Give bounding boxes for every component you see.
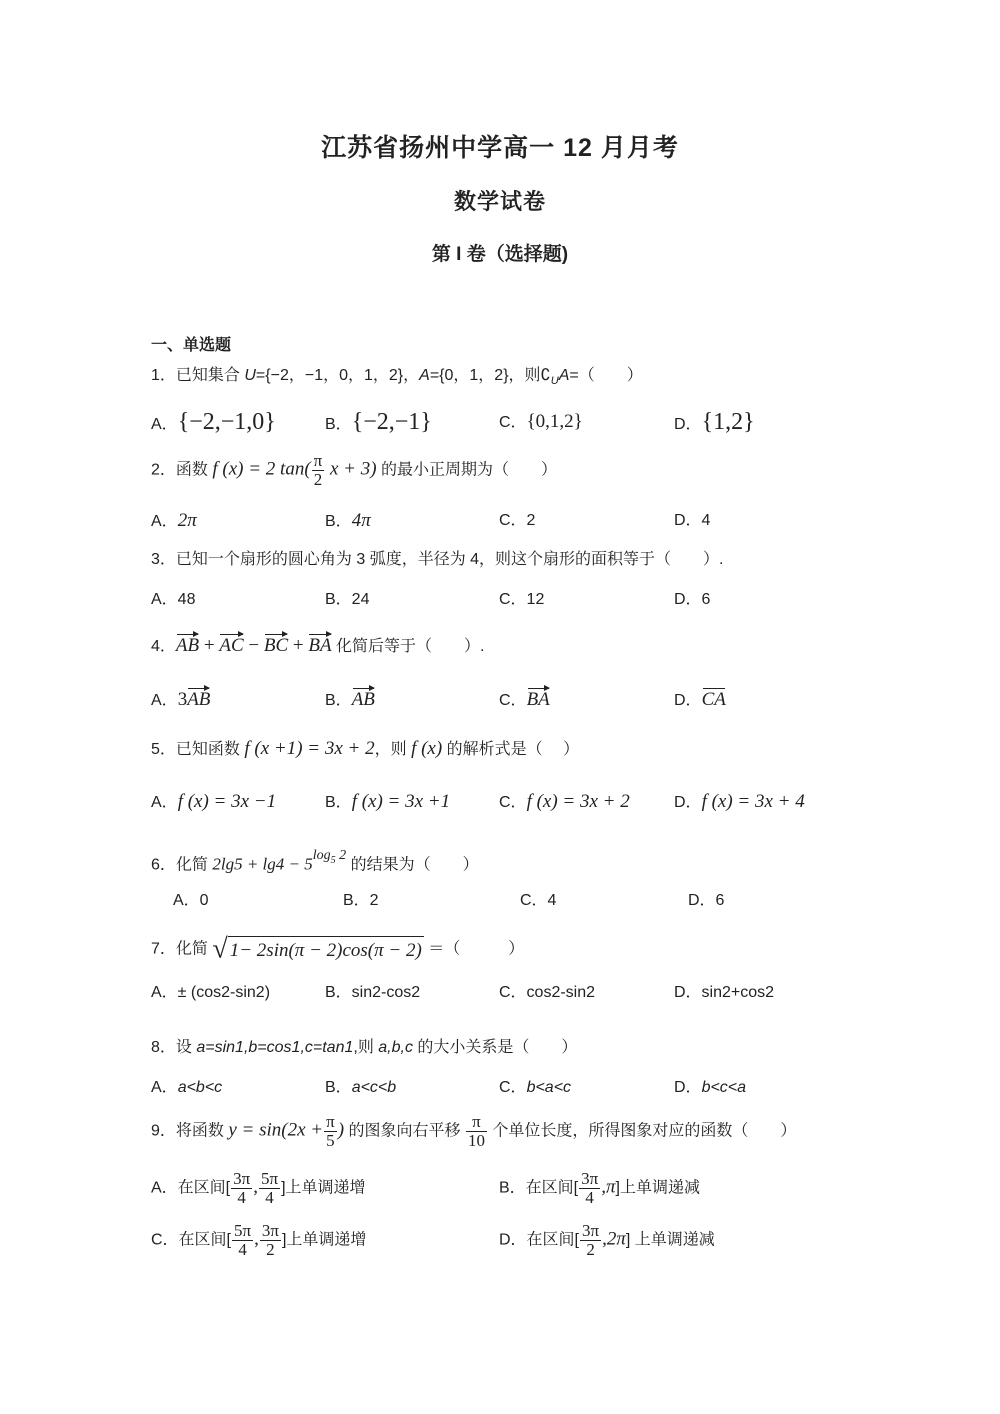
q4-option-c-label: C． [499, 692, 527, 709]
q9-option-d[interactable] [499, 1222, 715, 1259]
q9-option-a-comma: , [253, 1176, 258, 1198]
q9-option-d-mid: ,2π [602, 1228, 626, 1250]
q2-option-d[interactable]: D．4 [674, 512, 711, 529]
q7-prefix: 7．化简 [151, 940, 213, 958]
q1-u-label: U [244, 367, 256, 384]
q8-mid: ,则 [353, 1039, 379, 1056]
q9-option-a[interactable] [151, 1170, 366, 1207]
q5-option-a[interactable] [151, 790, 276, 815]
q3-option-b[interactable]: B．24 [325, 591, 370, 608]
q1-option-a-label: A． [151, 416, 178, 433]
q4-option-d[interactable] [674, 688, 726, 713]
q7-option-a[interactable]: A．± (cos2-sin2) [151, 984, 271, 1001]
q9-option-c-frac-2 [260, 1222, 281, 1259]
q2-option-c[interactable]: C．2 [499, 512, 536, 529]
q4-option-a-vector: AB [187, 689, 211, 710]
q6-sup-arg: 2 [335, 848, 347, 863]
question-2 [151, 452, 557, 489]
q6-tail: 的结果为（ ） [346, 856, 479, 874]
q2-prefix: 2．函数 [151, 461, 213, 479]
q9-option-b-frac1-num: 3π [581, 1169, 599, 1188]
q5-option-d-label: D． [674, 794, 702, 811]
q9-option-c-frac-1 [232, 1222, 253, 1259]
q1-option-b-label: B． [325, 416, 352, 433]
q6-option-d[interactable]: D．6 [688, 892, 725, 909]
q5-option-b-math: f (x) = 3x +1 [351, 791, 451, 812]
question-1 [151, 364, 643, 393]
question-4 [151, 634, 484, 659]
q4-prefix: 4． [151, 638, 176, 655]
q9-mid: 的图象向右平移 [344, 1122, 465, 1140]
q1-u-set: ={−2，−1，0，1，2}， [255, 367, 420, 384]
q9-option-b-frac-1 [579, 1170, 600, 1207]
q2-option-a[interactable] [151, 509, 197, 534]
q6-prefix: 6．化简 [151, 856, 213, 874]
question-7 [151, 933, 525, 965]
q9-frac2-den: 10 [467, 1131, 485, 1150]
q2-option-b[interactable] [325, 509, 371, 534]
q2-frac-num: π [313, 451, 323, 470]
q4-option-a-label: A． [151, 692, 178, 709]
q8-option-c-math: b<a<c [526, 1079, 572, 1096]
q1-a-label: A [419, 367, 430, 384]
q4-option-a[interactable] [151, 688, 210, 713]
q8-option-d-math: b<c<a [701, 1079, 747, 1096]
q1-option-b-math: {−2,−1} [351, 409, 432, 435]
q9-option-d-tail: ] 上单调递减 [625, 1231, 715, 1249]
q4-tail: 化简后等于（ ）. [331, 638, 485, 655]
q9-option-a-frac1-num: 3π [233, 1169, 251, 1188]
q7-option-b[interactable]: B．sin2-cos2 [325, 984, 421, 1001]
q9-option-d-frac1-den: 2 [586, 1240, 595, 1259]
q4-op-3: + [288, 635, 309, 656]
q8-option-d[interactable] [674, 1076, 746, 1100]
q9-option-a-tail: ]上单调递增 [281, 1179, 366, 1197]
q9-option-d-frac-1 [580, 1222, 601, 1259]
q5-option-b-label: B． [325, 794, 352, 811]
exam-subject: 数学试卷 [453, 189, 546, 214]
q9-option-b-mid: ,π [601, 1176, 616, 1198]
q4-vector-1: AB [175, 635, 200, 656]
q1-option-d-label: D． [674, 416, 702, 433]
q4-vector-2: AC [219, 635, 244, 656]
q1-option-a-math: {−2,−1,0} [177, 409, 276, 435]
question-9 [151, 1113, 796, 1150]
exam-title: 江苏省扬州中学高一 12 月月考 [321, 134, 679, 162]
q4-option-a-coef: 3 [177, 689, 188, 710]
q6-option-b[interactable]: B．2 [343, 892, 379, 909]
q8-option-b[interactable] [325, 1076, 396, 1100]
q9-option-a-frac-2 [259, 1170, 280, 1207]
q9-fraction-2 [466, 1113, 487, 1150]
q2-option-a-label: A． [151, 513, 178, 530]
q1-a-label2: A [558, 367, 570, 384]
q7-radicand: 1− 2sin(π − 2)cos(π − 2) [228, 936, 424, 963]
q9-option-b[interactable] [499, 1170, 700, 1207]
q1-prefix: 1．已知集合 [151, 367, 245, 384]
q2-option-b-math: 4π [351, 510, 371, 531]
q9-frac1-num: π [326, 1112, 335, 1131]
q3-option-a[interactable]: A．48 [151, 591, 196, 608]
q9-option-c-frac1-num: 5π [234, 1221, 252, 1240]
q1-option-b[interactable] [325, 410, 432, 437]
q4-option-c-vector: BA [526, 689, 550, 710]
q9-math-right: ) [337, 1119, 345, 1141]
q8-option-c[interactable] [499, 1076, 571, 1100]
q7-radical-sign: √ [212, 933, 228, 965]
question-8 [151, 1036, 577, 1060]
q4-option-d-vector: CA [701, 689, 726, 710]
q6-sup-log: log [312, 848, 331, 863]
q9-option-a-frac1-den: 4 [237, 1188, 246, 1207]
q5-option-d[interactable] [674, 790, 805, 815]
section-heading: 一、单选题 [151, 337, 232, 354]
q5-option-c[interactable] [499, 790, 630, 815]
q9-option-a-frac2-den: 4 [265, 1188, 274, 1207]
q8-tail: 的大小关系是（ ） [412, 1039, 578, 1056]
q1-option-d-math: {1,2} [701, 409, 755, 435]
q8-prefix: 8．设 [151, 1039, 197, 1056]
question-6 [151, 848, 479, 877]
q7-sqrt [212, 933, 423, 965]
q8-option-d-label: D． [674, 1079, 702, 1096]
q1-option-c[interactable] [499, 410, 583, 435]
q2-fraction [312, 452, 325, 489]
q9-option-c-frac2-den: 2 [266, 1240, 275, 1259]
q9-math-left: y = sin(2x + [228, 1119, 324, 1141]
q1-option-a[interactable] [151, 410, 276, 437]
q5-tail: 的解析式是（ ） [442, 741, 580, 758]
q5-mid: ，则 [374, 741, 412, 758]
q9-option-a-prefix: A．在区间[ [151, 1179, 231, 1197]
question-5 [151, 737, 579, 762]
q4-option-c[interactable] [499, 688, 550, 713]
q9-option-d-frac1-num: 3π [582, 1221, 600, 1240]
q6-option-a[interactable]: A．0 [173, 892, 209, 909]
q8-expr: a=sin1,b=cos1,c=tan1 [196, 1039, 354, 1056]
q9-option-a-frac-1 [231, 1170, 252, 1207]
q5-prefix: 5．已知函数 [151, 741, 245, 758]
q9-option-b-prefix: B．在区间[ [499, 1179, 579, 1197]
q5-option-b[interactable] [325, 790, 450, 815]
q9-option-c-prefix: C．在区间[ [151, 1231, 232, 1249]
q1-tail: =（ ） [569, 367, 643, 384]
q2-math-left: f (x) = 2 tan( [212, 458, 311, 480]
q5-option-c-label: C． [499, 794, 527, 811]
q4-op-2: − [243, 635, 264, 656]
q9-option-c-comma: , [254, 1228, 259, 1250]
q9-frac1-den: 5 [326, 1131, 335, 1150]
q4-vector-3: BC [263, 635, 289, 656]
q5-math-1: f (x +1) = 3x + 2 [244, 738, 375, 759]
q4-vector-4: BA [308, 635, 332, 656]
q9-prefix: 9．将函数 [151, 1122, 229, 1140]
q5-option-d-math: f (x) = 3x + 4 [701, 791, 805, 812]
q8-option-a[interactable] [151, 1076, 222, 1100]
q9-tail: 个单位长度，所得图象对应的函数（ ） [487, 1122, 797, 1140]
q7-option-c[interactable]: C．cos2-sin2 [499, 984, 596, 1001]
q2-frac-den: 2 [313, 470, 323, 489]
question-3: 3．已知一个扇形的圆心角为 3 弧度，半径为 4，则这个扇形的面积等于（ ）. [151, 551, 724, 568]
q7-option-d[interactable]: D．sin2+cos2 [674, 984, 775, 1001]
q9-option-d-prefix: D．在区间[ [499, 1231, 580, 1249]
q9-fraction-1 [324, 1113, 337, 1150]
q5-math-2: f (x) [411, 738, 443, 759]
q5-option-a-math: f (x) = 3x −1 [177, 791, 277, 812]
q5-option-c-math: f (x) = 3x + 2 [526, 791, 630, 812]
q4-option-b-vector: AB [351, 689, 375, 710]
q8-option-b-math: a<c<b [351, 1079, 397, 1096]
q8-vars: a,b,c [378, 1039, 413, 1056]
exam-part: 第 I 卷（选择题) [431, 244, 569, 265]
q8-option-a-label: A． [151, 1079, 178, 1096]
q3-option-d[interactable]: D．6 [674, 591, 711, 608]
q9-frac2-num: π [466, 1113, 487, 1132]
q6-sup-base: 5 [330, 854, 336, 866]
q9-option-c-frac2-num: 3π [261, 1221, 279, 1240]
q1-option-d[interactable] [674, 410, 755, 437]
q4-option-b[interactable] [325, 688, 375, 713]
q3-option-c[interactable]: C．12 [499, 591, 545, 608]
q9-option-a-frac2-num: 5π [260, 1169, 279, 1188]
q9-option-c-tail: ]上单调递增 [281, 1231, 367, 1249]
q8-option-b-label: B． [325, 1079, 352, 1096]
q4-option-d-label: D． [674, 692, 702, 709]
q5-option-a-label: A． [151, 794, 178, 811]
q2-math-right: x + 3) [325, 458, 377, 480]
q7-tail: ＝（ ） [423, 940, 525, 958]
q9-option-b-tail: ]上单调递减 [615, 1179, 700, 1197]
q2-tail: 的最小正周期为（ ） [376, 461, 558, 479]
q4-option-b-label: B． [325, 692, 352, 709]
q4-op-1: + [199, 635, 220, 656]
q8-option-c-label: C． [499, 1079, 527, 1096]
q9-option-c-frac1-den: 4 [238, 1240, 247, 1259]
q9-option-b-frac1-den: 4 [585, 1188, 594, 1207]
q6-math: 2lg5 + lg4 − 5 [212, 854, 313, 874]
q9-option-c[interactable] [151, 1222, 366, 1259]
q2-option-a-math: 2π [177, 510, 197, 531]
q2-option-b-label: B． [325, 513, 352, 530]
q8-option-a-math: a<b<c [177, 1079, 223, 1096]
q1-sub-u: U [550, 375, 559, 388]
q6-option-c[interactable]: C．4 [520, 892, 557, 909]
q1-a-set: ={0，1，2}，则∁ [429, 367, 551, 384]
q1-option-c-label: C． [499, 414, 527, 431]
q1-option-c-math: {0,1,2} [526, 411, 583, 432]
